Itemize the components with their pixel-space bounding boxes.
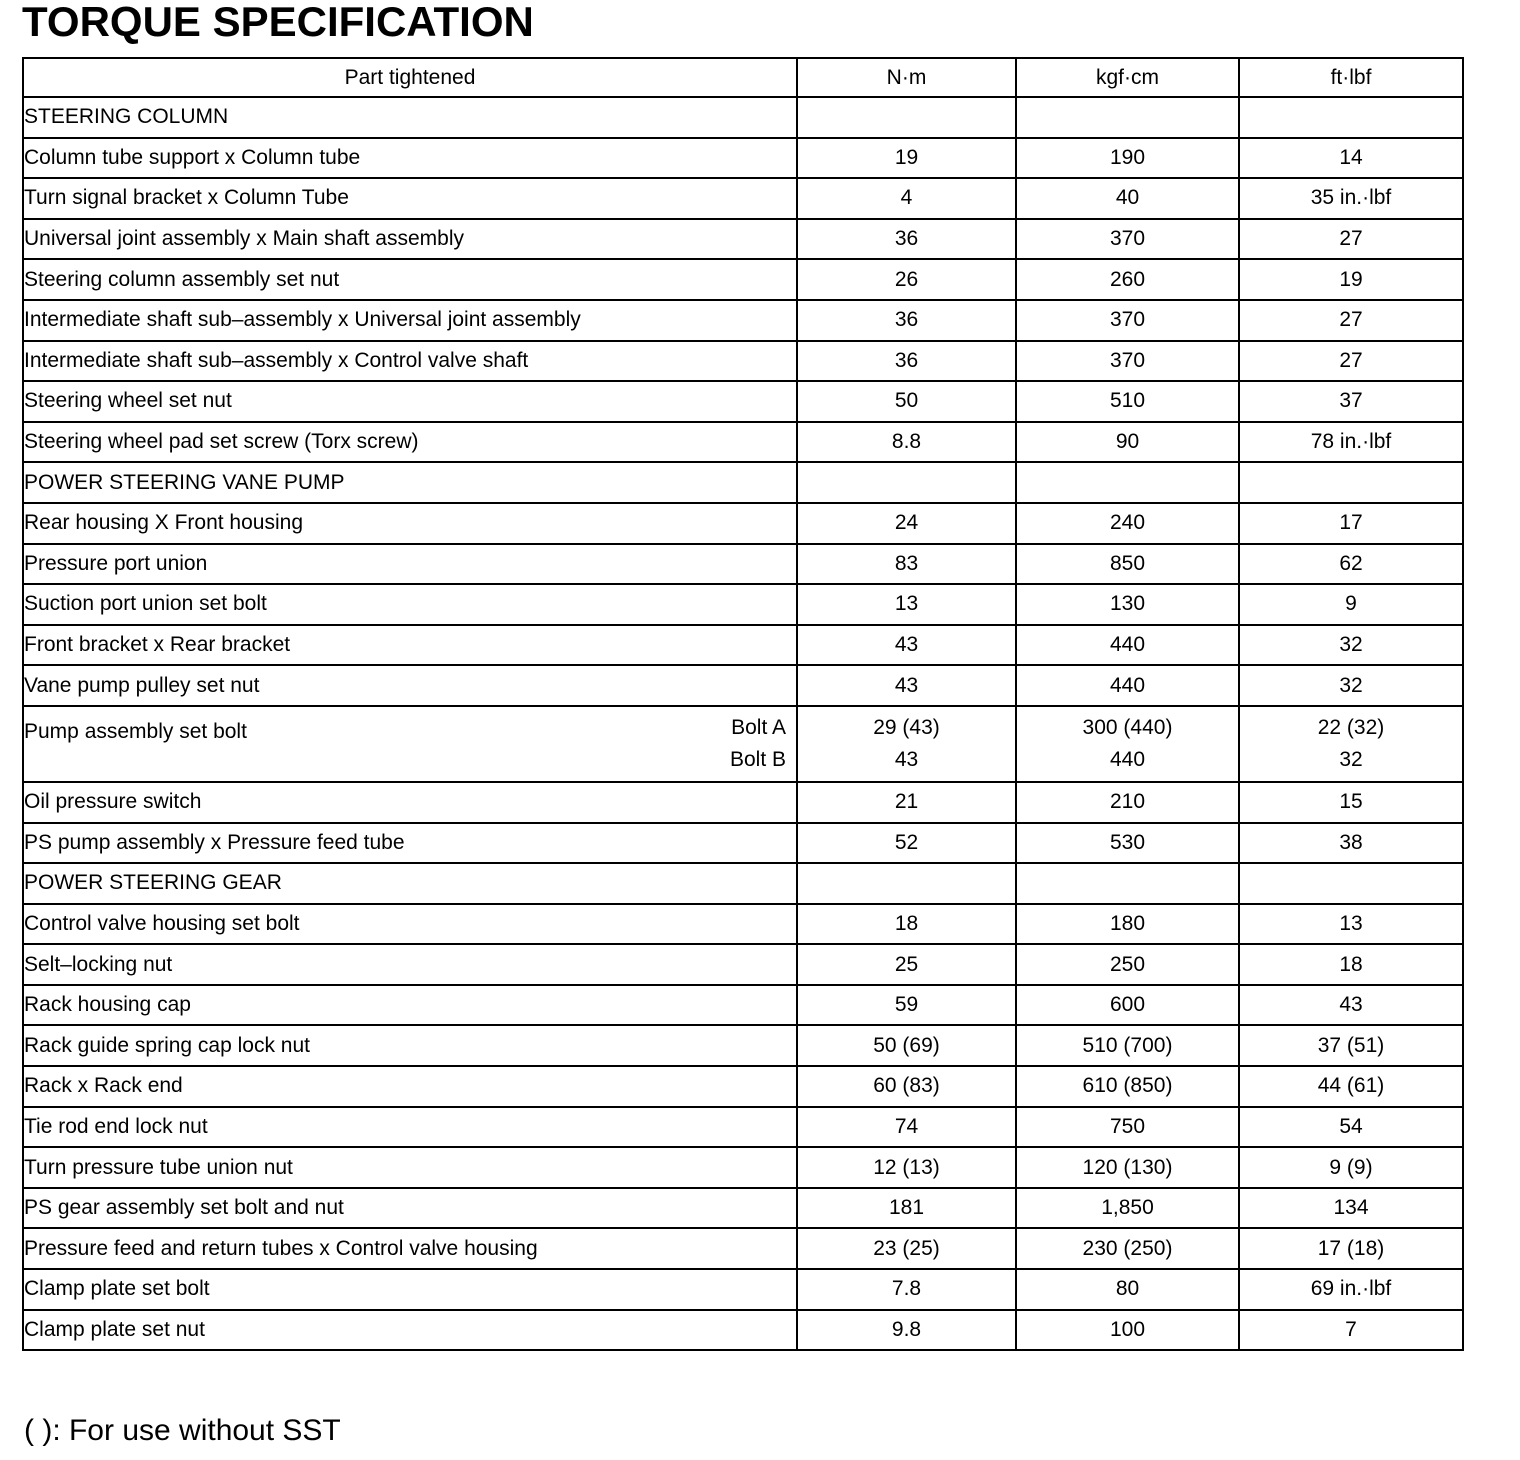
value-ft: 9 (9) — [1239, 1147, 1463, 1188]
part-name: Turn pressure tube union nut — [23, 1147, 797, 1188]
value-kgf: 440 — [1016, 665, 1239, 706]
value-ft: 78 in.·lbf — [1239, 422, 1463, 463]
part-name: Steering wheel set nut — [23, 381, 797, 422]
column-header-nm: N·m — [797, 58, 1016, 97]
part-name: Steering wheel pad set screw (Torx screw) — [23, 422, 797, 463]
value-kgf-cell — [1016, 706, 1239, 782]
part-name: Universal joint assembly x Main shaft assembly — [23, 219, 797, 260]
table-row — [23, 259, 1463, 300]
part-name: PS gear assembly set bolt and nut — [23, 1188, 797, 1229]
value-kgf: 370 — [1016, 341, 1239, 382]
value-nm: 60 (83) — [797, 1066, 1016, 1107]
part-name: Pressure feed and return tubes x Control valve housing — [23, 1228, 797, 1269]
empty-cell — [1239, 97, 1463, 138]
value-nm: 36 — [797, 300, 1016, 341]
table-row — [23, 219, 1463, 260]
value-kgf: 210 — [1016, 782, 1239, 823]
value-ft: 37 (51) — [1239, 1025, 1463, 1066]
value-nm: 21 — [797, 782, 1016, 823]
value-kgf: 80 — [1016, 1269, 1239, 1310]
value-nm: 12 (13) — [797, 1147, 1016, 1188]
value-ft: 13 — [1239, 904, 1463, 945]
table-row — [23, 1147, 1463, 1188]
value-nm: 50 (69) — [797, 1025, 1016, 1066]
empty-cell — [797, 97, 1016, 138]
section-row — [23, 863, 1463, 904]
footnote: ( ): For use without SST — [24, 1414, 341, 1447]
value-ft: 7 — [1239, 1310, 1463, 1351]
value-kgf: 530 — [1016, 823, 1239, 864]
part-name: Turn signal bracket x Column Tube — [23, 178, 797, 219]
bolt-a-value-nm: 29 (43) — [873, 715, 940, 739]
part-name: Oil pressure switch — [23, 782, 797, 823]
part-name: Suction port union set bolt — [23, 584, 797, 625]
table-row — [23, 1228, 1463, 1269]
value-kgf: 40 — [1016, 178, 1239, 219]
value-nm: 26 — [797, 259, 1016, 300]
page-title: TORQUE SPECIFICATION — [22, 0, 534, 45]
table-row — [23, 178, 1463, 219]
part-name: Rack x Rack end — [23, 1066, 797, 1107]
empty-cell — [1239, 863, 1463, 904]
empty-cell — [1239, 462, 1463, 503]
table-row — [23, 422, 1463, 463]
part-name: Control valve housing set bolt — [23, 904, 797, 945]
table-row — [23, 665, 1463, 706]
value-kgf: 440 — [1016, 625, 1239, 666]
section-title: POWER STEERING VANE PUMP — [23, 462, 797, 503]
column-header-part: Part tightened — [23, 58, 797, 97]
value-kgf: 230 (250) — [1016, 1228, 1239, 1269]
value-nm-cell — [797, 706, 1016, 782]
value-ft: 27 — [1239, 300, 1463, 341]
value-kgf: 510 — [1016, 381, 1239, 422]
table-row — [23, 381, 1463, 422]
value-ft: 27 — [1239, 219, 1463, 260]
table-row — [23, 1188, 1463, 1229]
value-nm: 25 — [797, 944, 1016, 985]
value-nm: 13 — [797, 584, 1016, 625]
part-name: Intermediate shaft sub–assembly x Universal joint assembly — [23, 300, 797, 341]
part-name: Clamp plate set bolt — [23, 1269, 797, 1310]
value-nm: 9.8 — [797, 1310, 1016, 1351]
table-row — [23, 944, 1463, 985]
value-nm: 59 — [797, 985, 1016, 1026]
bolt-b-value-kgf: 440 — [1109, 747, 1146, 771]
section-title: POWER STEERING GEAR — [23, 863, 797, 904]
table-row — [23, 985, 1463, 1026]
value-ft: 69 in.·lbf — [1239, 1269, 1463, 1310]
bolt-a-value-kgf: 300 (440) — [1082, 715, 1173, 739]
value-nm: 83 — [797, 544, 1016, 585]
part-name: Pump assembly set bolt — [24, 719, 247, 743]
table-row — [23, 138, 1463, 179]
value-ft: 37 — [1239, 381, 1463, 422]
bolt-a-label: Bolt A — [731, 715, 786, 739]
part-name: Rack guide spring cap lock nut — [23, 1025, 797, 1066]
table-row — [23, 584, 1463, 625]
value-ft: 43 — [1239, 985, 1463, 1026]
column-header-ft: ft·lbf — [1239, 58, 1463, 97]
part-name: Column tube support x Column tube — [23, 138, 797, 179]
value-kgf: 610 (850) — [1016, 1066, 1239, 1107]
part-name: Selt–locking nut — [23, 944, 797, 985]
value-nm: 36 — [797, 219, 1016, 260]
part-name: Intermediate shaft sub–assembly x Control valve shaft — [23, 341, 797, 382]
table-row — [23, 1066, 1463, 1107]
value-nm: 43 — [797, 665, 1016, 706]
value-kgf: 130 — [1016, 584, 1239, 625]
value-nm: 23 (25) — [797, 1228, 1016, 1269]
value-ft: 15 — [1239, 782, 1463, 823]
value-ft: 9 — [1239, 584, 1463, 625]
value-nm: 8.8 — [797, 422, 1016, 463]
table-row — [23, 300, 1463, 341]
table-row — [23, 544, 1463, 585]
value-ft: 19 — [1239, 259, 1463, 300]
value-nm: 74 — [797, 1107, 1016, 1148]
table-row — [23, 503, 1463, 544]
table-row-pump-assembly — [23, 706, 1463, 782]
table-row — [23, 904, 1463, 945]
part-name-cell — [23, 706, 797, 782]
table-row — [23, 1269, 1463, 1310]
value-kgf: 190 — [1016, 138, 1239, 179]
value-kgf: 600 — [1016, 985, 1239, 1026]
empty-cell — [1016, 462, 1239, 503]
value-kgf: 370 — [1016, 219, 1239, 260]
section-row — [23, 462, 1463, 503]
part-name: Clamp plate set nut — [23, 1310, 797, 1351]
value-ft: 17 (18) — [1239, 1228, 1463, 1269]
torque-spec-table — [22, 57, 1464, 1351]
value-kgf: 1,850 — [1016, 1188, 1239, 1229]
value-nm: 19 — [797, 138, 1016, 179]
value-ft: 44 (61) — [1239, 1066, 1463, 1107]
column-header-kgf: kgf·cm — [1016, 58, 1239, 97]
table-row — [23, 782, 1463, 823]
value-ft: 38 — [1239, 823, 1463, 864]
table-row — [23, 1310, 1463, 1351]
value-ft: 54 — [1239, 1107, 1463, 1148]
value-ft: 17 — [1239, 503, 1463, 544]
part-name: Rack housing cap — [23, 985, 797, 1026]
value-nm: 36 — [797, 341, 1016, 382]
value-ft: 14 — [1239, 138, 1463, 179]
value-ft: 134 — [1239, 1188, 1463, 1229]
bolt-b-value-ft: 32 — [1339, 747, 1363, 771]
value-ft-cell — [1239, 706, 1463, 782]
value-nm: 4 — [797, 178, 1016, 219]
bolt-b-label: Bolt B — [729, 747, 786, 771]
value-kgf: 850 — [1016, 544, 1239, 585]
value-kgf: 750 — [1016, 1107, 1239, 1148]
value-nm: 52 — [797, 823, 1016, 864]
value-nm: 43 — [797, 625, 1016, 666]
section-row — [23, 97, 1463, 138]
part-name: Steering column assembly set nut — [23, 259, 797, 300]
value-kgf: 120 (130) — [1016, 1147, 1239, 1188]
value-nm: 24 — [797, 503, 1016, 544]
value-ft: 18 — [1239, 944, 1463, 985]
bolt-a-value-ft: 22 (32) — [1317, 715, 1385, 739]
value-kgf: 90 — [1016, 422, 1239, 463]
value-kgf: 250 — [1016, 944, 1239, 985]
table-row — [23, 1025, 1463, 1066]
part-name: PS pump assembly x Pressure feed tube — [23, 823, 797, 864]
value-kgf: 100 — [1016, 1310, 1239, 1351]
table-row — [23, 341, 1463, 382]
value-kgf: 370 — [1016, 300, 1239, 341]
bolt-b-value-nm: 43 — [894, 747, 919, 771]
empty-cell — [797, 462, 1016, 503]
section-title: STEERING COLUMN — [23, 97, 797, 138]
empty-cell — [1016, 97, 1239, 138]
part-name: Tie rod end lock nut — [23, 1107, 797, 1148]
table-row — [23, 823, 1463, 864]
value-nm: 18 — [797, 904, 1016, 945]
empty-cell — [797, 863, 1016, 904]
empty-cell — [1016, 863, 1239, 904]
value-ft: 32 — [1239, 665, 1463, 706]
value-kgf: 180 — [1016, 904, 1239, 945]
part-name: Front bracket x Rear bracket — [23, 625, 797, 666]
part-name: Vane pump pulley set nut — [23, 665, 797, 706]
value-nm: 181 — [797, 1188, 1016, 1229]
value-nm: 7.8 — [797, 1269, 1016, 1310]
value-ft: 32 — [1239, 625, 1463, 666]
table-row — [23, 625, 1463, 666]
value-nm: 50 — [797, 381, 1016, 422]
value-ft: 35 in.·lbf — [1239, 178, 1463, 219]
table-row — [23, 1107, 1463, 1148]
value-kgf: 240 — [1016, 503, 1239, 544]
value-kgf: 260 — [1016, 259, 1239, 300]
part-name: Pressure port union — [23, 544, 797, 585]
value-ft: 62 — [1239, 544, 1463, 585]
value-ft: 27 — [1239, 341, 1463, 382]
value-kgf: 510 (700) — [1016, 1025, 1239, 1066]
table-header-row — [23, 58, 1463, 97]
part-name: Rear housing X Front housing — [23, 503, 797, 544]
